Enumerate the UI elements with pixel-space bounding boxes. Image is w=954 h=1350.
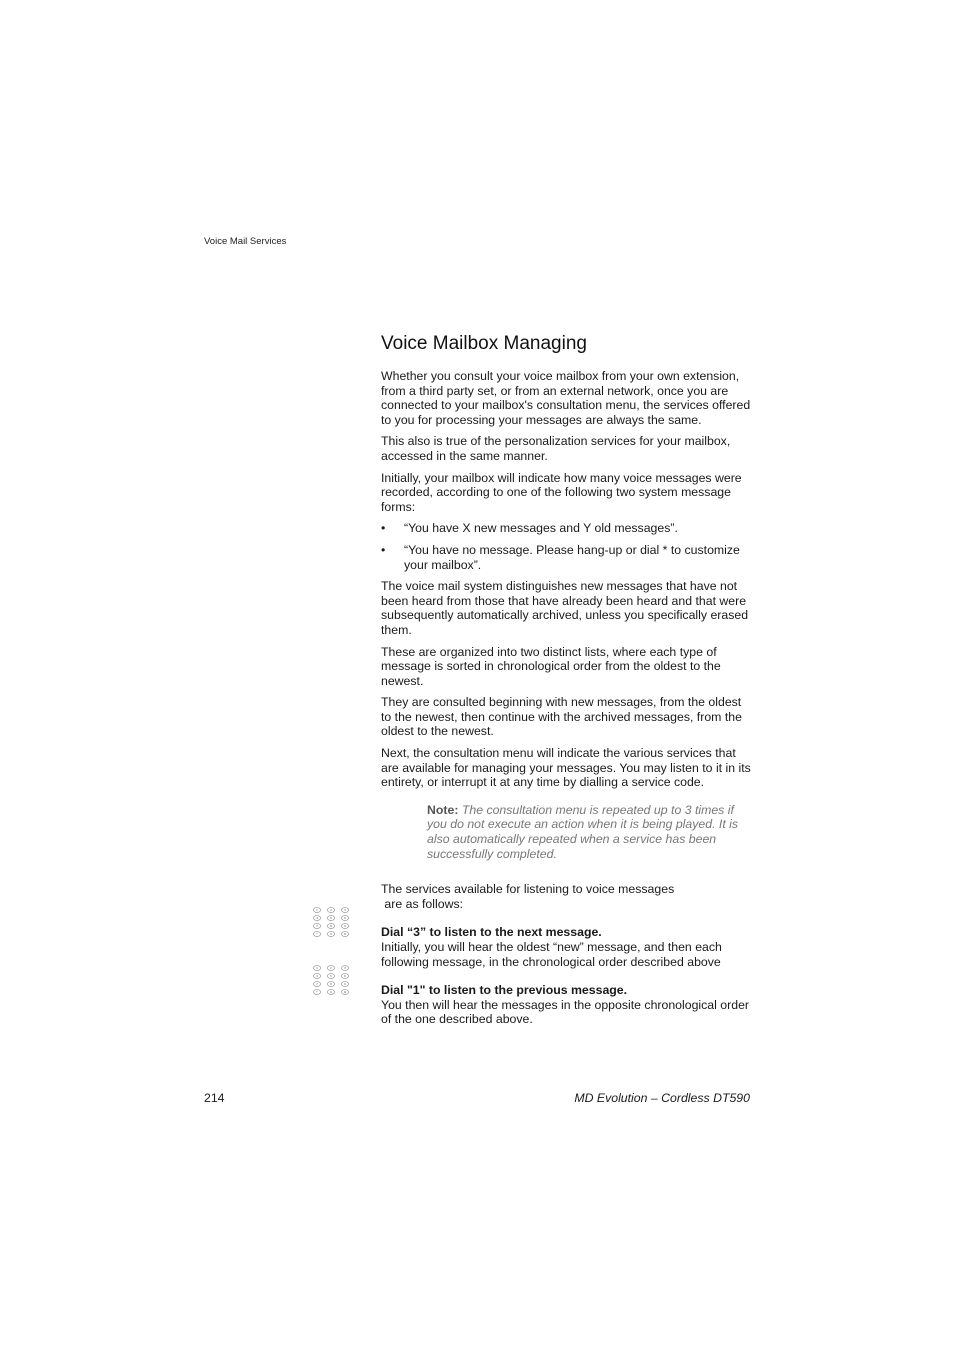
list-item [381, 543, 751, 572]
keypad-key: 6 [344, 974, 346, 979]
keypad-key: 8 [330, 924, 332, 929]
services-intro-line: are as follows: [381, 896, 464, 911]
keypad-key: 7 [316, 982, 318, 987]
paragraph: Whether you consult your voice mailbox from your own extension, from a third party set, or from an external network, once you are connected to your mailbox's consultation menu, the services offered to you for processing your messages are always the same. [381, 369, 751, 427]
paragraph: They are consulted beginning with new messages, from the oldest to the newest, then continue with the archived messages, from the oldest to the newest. [381, 695, 742, 739]
keypad-key: 5 [330, 916, 332, 921]
keypad-key: 1 [316, 908, 318, 913]
keypad-key: 9 [344, 982, 346, 987]
keypad-key: 6 [344, 916, 346, 921]
paragraph: Initially, your mailbox will indicate how many voice messages were recorded, according to one of the following two system message forms: [381, 470, 742, 514]
keypad-key: 3 [344, 908, 346, 913]
keypad-key: 0 [330, 990, 332, 995]
service-text: You then will hear the messages in the opposite chronological order of the one described above. [381, 997, 749, 1027]
keypad-key: 0 [330, 932, 332, 937]
list-item-text: “You have no message. Please hang-up or dial * to customize your mailbox”. [404, 542, 740, 572]
services-intro [381, 882, 751, 911]
services-intro-line: The services available for listening to voice messages [381, 882, 675, 897]
keypad-key: 4 [316, 916, 318, 921]
keypad-key: 7 [316, 924, 318, 929]
main-content [316, 333, 751, 1027]
page-number: 214 [204, 1091, 225, 1105]
running-header: Voice Mail Services [204, 236, 287, 247]
keypad-key: * [316, 990, 318, 995]
service-heading: Dial “3” to listen to the next message. [381, 925, 602, 940]
note-box [427, 803, 749, 861]
keypad-key: # [343, 932, 347, 937]
keypad-key: 1 [316, 966, 318, 971]
paragraph: This also is true of the personalization services for your mailbox, accessed in the same manner. [381, 434, 731, 463]
bullet-list [381, 521, 751, 572]
keypad-key: 4 [316, 974, 318, 979]
page-title: Voice Mailbox Managing [381, 333, 587, 354]
keypad-icon [311, 906, 351, 940]
paragraph: These are organized into two distinct lists, where each type of message is sorted in chronological order from the oldest to the newest. [381, 644, 721, 688]
service-previous-message [316, 966, 751, 1027]
keypad-key: # [343, 990, 347, 995]
keypad-key: 9 [344, 924, 346, 929]
keypad-key: 2 [330, 908, 332, 913]
document-title: MD Evolution – Cordless DT590 [574, 1091, 750, 1105]
keypad-key: * [316, 932, 318, 937]
list-item-text: “You have X new messages and Y old messages”. [404, 521, 678, 536]
keypad-key: 8 [330, 982, 332, 987]
paragraph: The voice mail system distinguishes new messages that have not been heard from those that have already been heard and that were subsequently automatically archived, unless you specifically erased them. [381, 579, 749, 637]
service-heading: Dial "1" to listen to the previous message. [381, 983, 628, 998]
note-text: The consultation menu is repeated up to 3 times if you do not execute an action when it is being played. It is also automatically repeated when a service has been successfully completed. [427, 802, 739, 861]
service-text: Initially, you will hear the oldest “new” message, and then each following message, in the chronological order described above [381, 940, 722, 969]
keypad-key: 5 [330, 974, 332, 979]
keypad-key: 3 [344, 966, 346, 971]
keypad-key: 2 [330, 966, 332, 971]
service-next-message [316, 908, 751, 969]
bullet-icon: • [381, 521, 386, 536]
bullet-icon: • [381, 542, 386, 557]
keypad-icon [311, 964, 351, 998]
paragraph: Next, the consultation menu will indicate the various services that are available for managing your messages. You may listen to it in its entirety, or interrupt it at any time by dialling a service code. [381, 746, 751, 790]
note-label: Note: [427, 802, 459, 817]
list-item [381, 521, 751, 536]
